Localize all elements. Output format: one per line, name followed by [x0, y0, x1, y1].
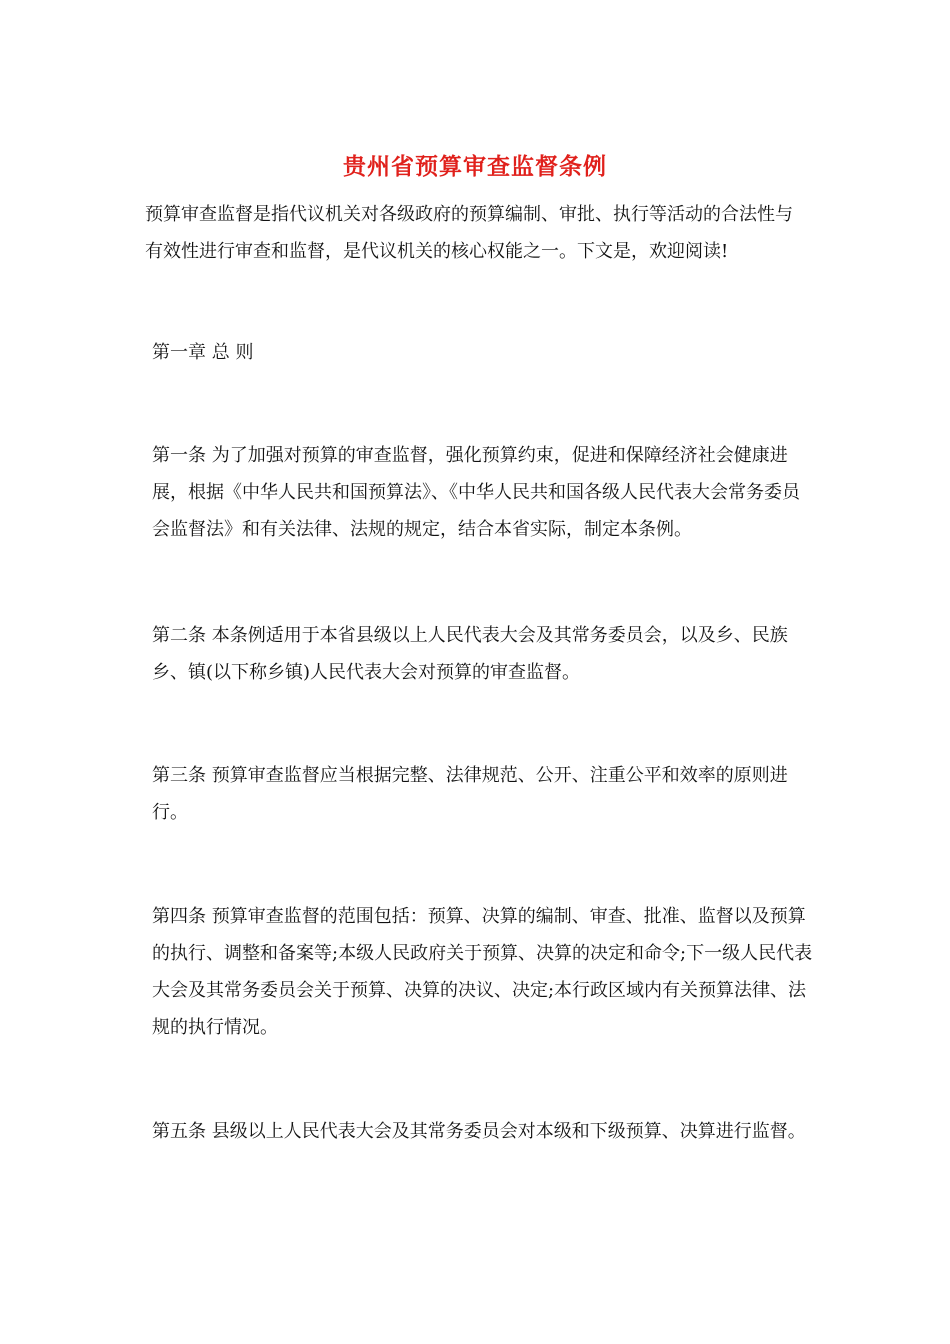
article-2: 第二条 本条例适用于本省县级以上人民代表大会及其常务委员会，以及乡、民族乡、镇(以下称乡镇)人民代表大会对预算的审查监督。: [152, 625, 788, 683]
article-5: 第五条 县级以上人民代表大会及其常务委员会对本级和下级预算、决算进行监督。: [152, 1121, 806, 1142]
article-3: 第三条 预算审查监督应当根据完整、法律规范、公开、注重公平和效率的原则进行。: [152, 765, 788, 823]
article-1: 第一条 为了加强对预算的审查监督，强化预算约束，促进和保障经济社会健康进展，根据《中华人民共和国预算法》、《中华人民共和国各级人民代表大会常务委员会监督法》和有关法律、法规的规定，结合本省实际，制定本条例。: [152, 445, 800, 540]
document-title: 贵州省预算审查监督条例: [343, 153, 607, 180]
chapter-heading: 第一章 总 则: [152, 342, 254, 363]
intro-paragraph: 预算审查监督是指代议机关对各级政府的预算编制、审批、执行等活动的合法性与有效性进行审查和监督，是代议机关的核心权能之一。下文是，欢迎阅读!: [145, 204, 793, 262]
article-4: 第四条 预算审查监督的范围包括：预算、决算的编制、审查、批准、监督以及预算的执行、调整和备案等;本级人民政府关于预算、决算的决定和命令;下一级人民代表大会及其常务委员会关于预算、决算的决议、决定;本行政区域内有关预算法律、法规的执行情况。: [152, 906, 813, 1038]
